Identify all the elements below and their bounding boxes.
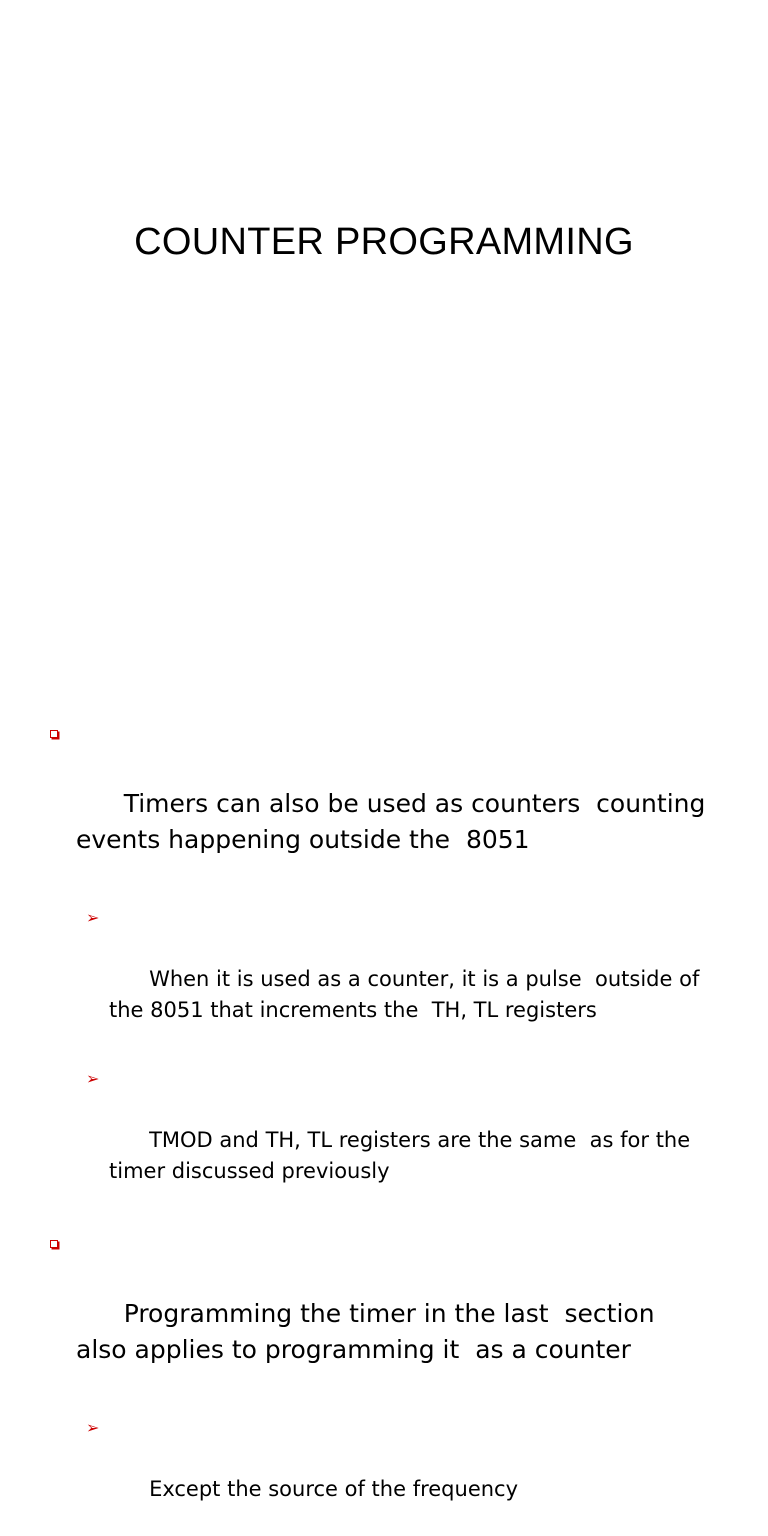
sub-bullet-item [0,1063,768,1218]
arrowhead-icon: ➢ [86,1418,100,1437]
slide-content [0,714,768,1536]
arrowhead-icon: ➢ [86,908,100,927]
sub-bullet-text: When it is used as a counter, it is a pulse outside of the 8051 that increments the TH, TL registers [109,967,707,1022]
sub-bullet-text: TMOD and TH, TL registers are the same as for the timer discussed previously [109,1128,697,1183]
bullet-text: Programming the timer in the last section also applies to programming it as a counter [76,1299,663,1364]
sub-bullet-text: Except the source of the frequency [149,1477,519,1501]
bullet-item [0,1224,768,1404]
sub-bullet-item [0,1412,768,1536]
slide-title: COUNTER PROGRAMMING [134,221,634,263]
sub-bullet-item [0,902,768,1057]
arrowhead-icon: ➢ [86,1069,100,1088]
bullet-item [0,714,768,894]
hollow-square-icon [50,1240,58,1248]
bullet-text: Timers can also be used as counters counting events happening outside the 8051 [76,789,714,854]
hollow-square-icon [50,730,58,738]
